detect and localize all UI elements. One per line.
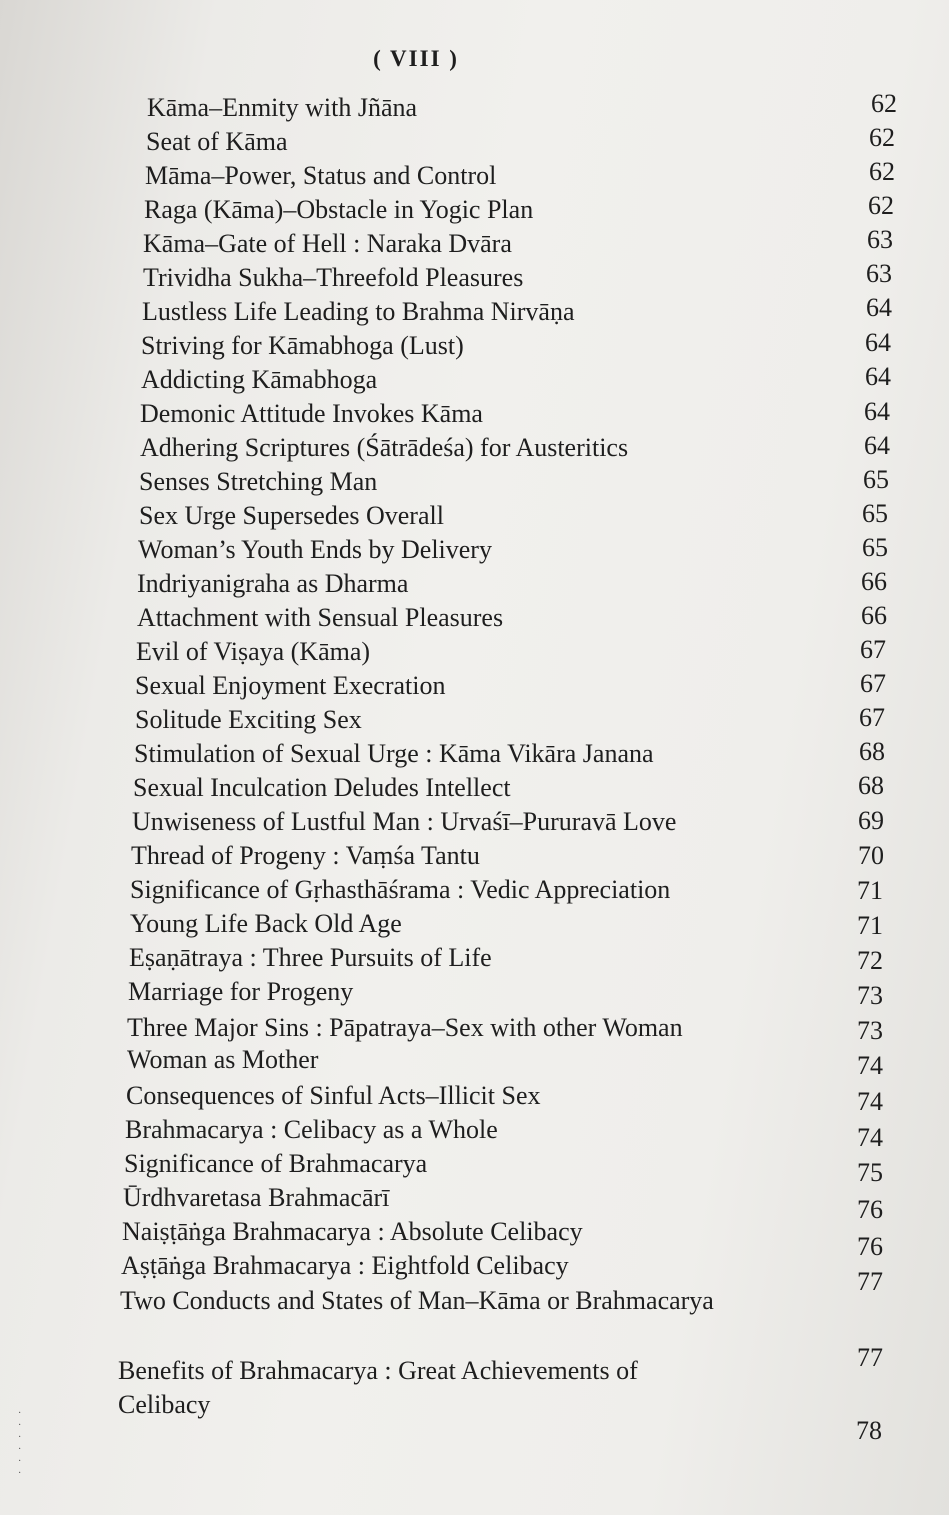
toc-entry-page: 64 xyxy=(864,397,890,426)
toc-entry-page: 78 xyxy=(856,1416,882,1445)
toc-entry-page: 69 xyxy=(858,806,884,835)
toc-entry-page: 65 xyxy=(862,533,888,562)
toc-entry-page: 76 xyxy=(857,1232,883,1261)
toc-entry-page: 62 xyxy=(869,123,895,152)
toc-entry-page: 71 xyxy=(857,911,883,940)
toc-entry-title: Sexual Enjoyment Execration xyxy=(135,671,446,700)
toc-entry-title: Adhering Scriptures (Śātrādeśa) for Austeritics xyxy=(140,433,629,462)
toc-entry-page: 68 xyxy=(859,737,885,766)
toc-entry-title: Stimulation of Sexual Urge : Kāma Vikāra Janana xyxy=(134,739,654,768)
toc-entry-page: 67 xyxy=(860,669,886,698)
toc-entry-title: Striving for Kāmabhoga (Lust) xyxy=(141,331,464,360)
toc-entry-title: Sexual Inculcation Deludes Intellect xyxy=(133,773,511,802)
toc-entry-title: Significance of Gṛhasthāśrama : Vedic Appreciation xyxy=(130,875,671,904)
toc-entry-page: 77 xyxy=(857,1267,883,1296)
toc-entry-title: Attachment with Sensual Pleasures xyxy=(137,603,504,632)
margin-dots: · · · · · · xyxy=(18,1408,22,1479)
toc-entry-page: 63 xyxy=(867,225,893,254)
toc-entry-page: 75 xyxy=(857,1158,883,1187)
toc-entry-title: Two Conducts and States of Man–Kāma or Brahmacarya xyxy=(120,1286,714,1315)
toc-entry-page: 63 xyxy=(866,259,892,288)
toc-entry-page: 62 xyxy=(871,89,897,118)
toc-entry-page: 71 xyxy=(857,876,883,905)
toc-entry-title: Thread of Progeny : Vaṃśa Tantu xyxy=(131,841,480,870)
toc-entry-title: Marriage for Progeny xyxy=(128,977,354,1006)
toc-entry-title: Brahmacarya : Celibacy as a Whole xyxy=(125,1115,498,1144)
toc-entry-page: 66 xyxy=(861,567,887,596)
toc-entry-page: 65 xyxy=(862,499,888,528)
toc-entry-page: 67 xyxy=(860,635,886,664)
toc-entry-title: Demonic Attitude Invokes Kāma xyxy=(140,399,483,428)
toc-entry-title: Addicting Kāmabhoga xyxy=(141,365,378,394)
toc-entry-page: 74 xyxy=(857,1051,883,1080)
toc-entry-page: 64 xyxy=(865,362,891,391)
toc-entry-title: Benefits of Brahmacarya : Great Achievements of Celibacy xyxy=(118,1356,638,1419)
toc-entry-title: Unwiseness of Lustful Man : Urvaśī–Pururavā Love xyxy=(132,807,677,836)
toc-entry-page: 64 xyxy=(866,293,892,322)
toc-entry-title: Evil of Viṣaya (Kāma) xyxy=(136,637,371,666)
toc-entry-title: Significance of Brahmacarya xyxy=(124,1149,428,1178)
toc-entry-title: Senses Stretching Man xyxy=(139,467,378,496)
toc-entry-title: Lustless Life Leading to Brahma Nirvāṇa xyxy=(142,297,575,326)
toc-entry-page: 70 xyxy=(858,841,884,870)
toc-entry-page: 74 xyxy=(857,1087,883,1116)
toc-entry-title: Aṣṭāṅga Brahmacarya : Eightfold Celibacy xyxy=(121,1251,569,1280)
toc-entry-title: Seat of Kāma xyxy=(146,127,288,156)
toc-entry-page: 66 xyxy=(861,601,887,630)
toc-entry-title: Woman’s Youth Ends by Delivery xyxy=(138,535,492,564)
toc-entry-title: Solitude Exciting Sex xyxy=(135,705,362,734)
toc-entry-title: Māma–Power, Status and Control xyxy=(145,161,497,190)
toc-entry-page: 64 xyxy=(864,431,890,460)
page-number: ( VIII ) xyxy=(373,46,459,71)
toc-entry-page: 77 xyxy=(857,1343,883,1372)
toc-entry-page: 73 xyxy=(857,1016,883,1045)
toc-entry-title: Consequences of Sinful Acts–Illicit Sex xyxy=(126,1081,541,1110)
toc-entry-title: Young Life Back Old Age xyxy=(130,909,402,938)
toc-entry-page: 62 xyxy=(869,157,895,186)
toc-entry-page: 72 xyxy=(857,946,883,975)
toc-entry-title: Sex Urge Supersedes Overall xyxy=(139,501,444,530)
toc-entry-title: Ūrdhvaretasa Brahmacārī xyxy=(123,1183,390,1212)
toc-entry-page: 67 xyxy=(859,703,885,732)
toc-entry-page: 65 xyxy=(863,465,889,494)
toc-entry-page: 74 xyxy=(857,1123,883,1152)
toc-entry-title: Kāma–Enmity with Jñāna xyxy=(147,93,418,122)
toc-entry-page: 73 xyxy=(857,981,883,1010)
toc-entry-page: 64 xyxy=(865,328,891,357)
toc-entry-page: 76 xyxy=(857,1195,883,1224)
toc-entry-title: Kāma–Gate of Hell : Naraka Dvāra xyxy=(143,229,512,258)
toc-entry-title: Trividha Sukha–Threefold Pleasures xyxy=(143,263,524,292)
toc-entry-title: Indriyanigraha as Dharma xyxy=(137,569,409,598)
toc-entry-title: Naiṣṭāṅga Brahmacarya : Absolute Celibacy xyxy=(122,1217,583,1246)
toc-entry-title: Eṣaṇātraya : Three Pursuits of Life xyxy=(129,943,492,972)
toc-entry-title: Woman as Mother xyxy=(127,1045,319,1074)
toc-entry-page: 68 xyxy=(858,771,884,800)
toc-entry-title: Three Major Sins : Pāpatraya–Sex with other Woman xyxy=(127,1013,683,1042)
toc-entry-title: Raga (Kāma)–Obstacle in Yogic Plan xyxy=(144,195,534,224)
toc-entry-page: 62 xyxy=(868,191,894,220)
